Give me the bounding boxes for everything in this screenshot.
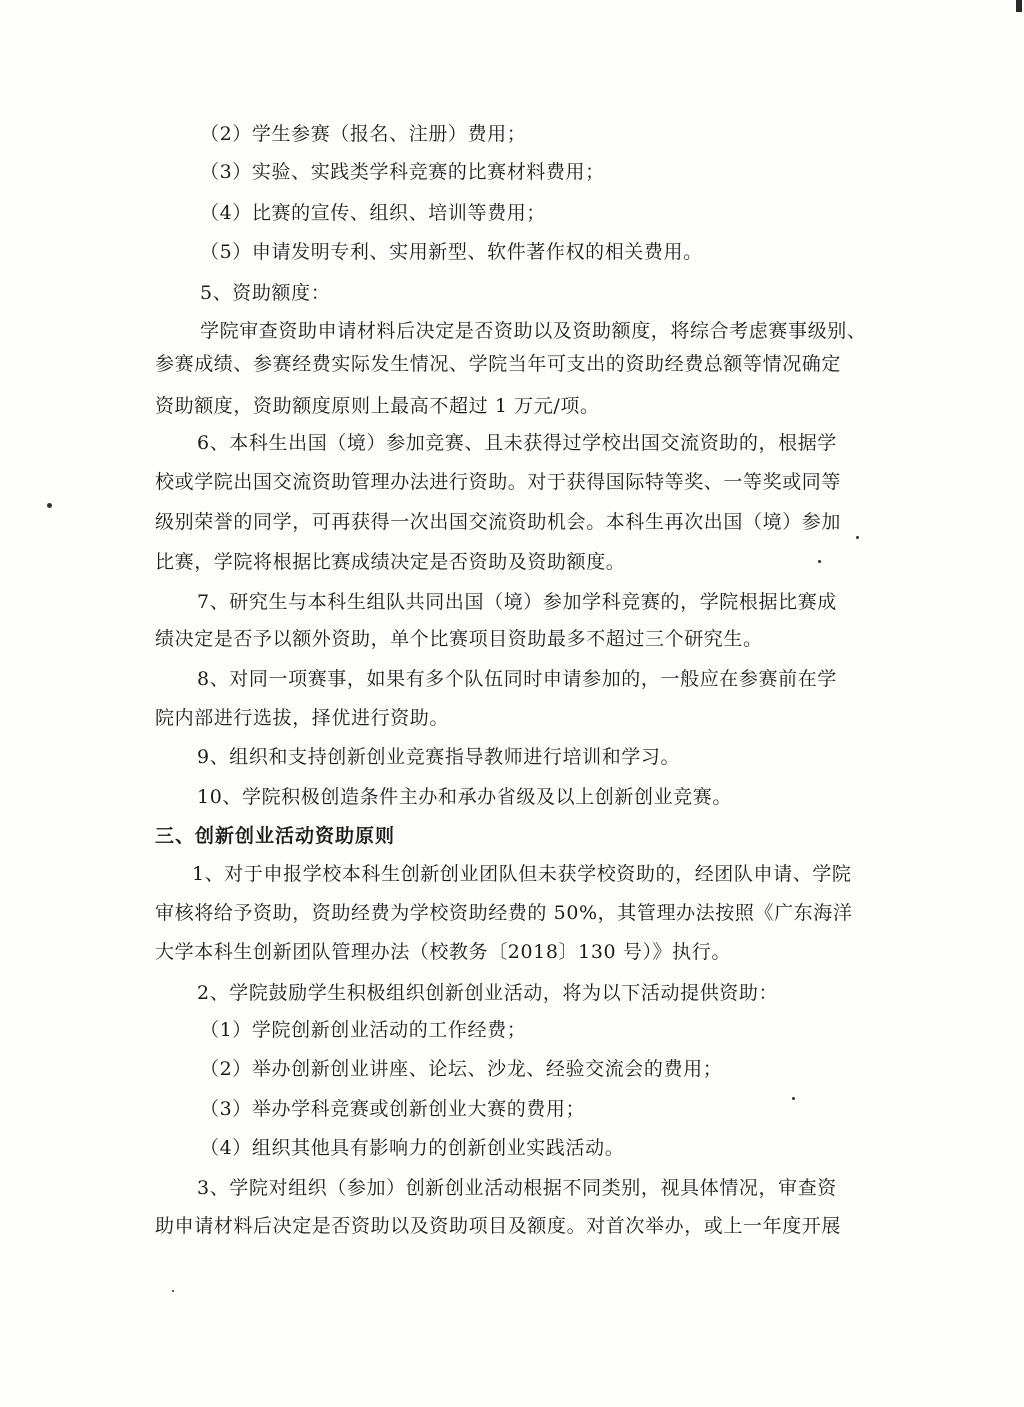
scan-edge-mark: [1016, 0, 1022, 12]
text-line: 8、对同一项赛事，如果有多个队伍同时申请参加的，一般应在参赛前在学: [197, 668, 837, 690]
text-line: 5、资助额度：: [200, 282, 331, 304]
text-line: 校或学院出国交流资助管理办法进行资助。对于获得国际特等奖、一等奖或同等: [155, 471, 842, 493]
text-line: 1、对于申报学校本科生创新创业团队但未获学校资助的，经团队申请、学院: [192, 863, 852, 885]
text-line: 绩决定是否予以额外资助，单个比赛项目资助最多不超过三个研究生。: [155, 628, 763, 650]
text-line: 9、组织和支持创新创业竞赛指导教师进行培训和学习。: [197, 746, 681, 768]
text-line: （4）比赛的宣传、组织、培训等费用；: [200, 202, 546, 224]
text-line: 10、学院积极创造条件主办和承办省级及以上创新创业竞赛。: [197, 786, 732, 808]
text-line: 院内部进行选拔，择优进行资助。: [155, 707, 450, 729]
text-line: 学院审查资助申请材料后决定是否资助以及资助额度，将综合考虑赛事级别、: [200, 320, 867, 342]
section-heading: 三、创新创业活动资助原则: [155, 825, 396, 847]
text-line: 助申请材料后决定是否资助以及资助项目及额度。对首次举办，或上一年度开展: [155, 1215, 842, 1237]
scan-speck: [172, 1290, 174, 1292]
text-line: 6、本科生出国（境）参加竞赛、且未获得过学校出国交流资助的，根据学: [197, 432, 837, 454]
text-line: （3）举办学科竞赛或创新创业大赛的费用；: [200, 1098, 586, 1120]
text-line: （4）组织其他具有影响力的创新创业实践活动。: [200, 1137, 625, 1159]
text-line: 2、学院鼓励学生积极组织创新创业活动，将为以下活动提供资助：: [197, 982, 779, 1004]
text-line: 参赛成绩、参赛经费实际发生情况、学院当年可支出的资助经费总额等情况确定: [155, 353, 842, 375]
scan-speck: [792, 1097, 795, 1100]
text-line: 3、学院对组织（参加）创新创业活动根据不同类别，视具体情况，审查资: [197, 1177, 837, 1199]
text-line: 资助额度，资助额度原则上最高不超过 1 万元/项。: [155, 395, 600, 417]
text-line: 7、研究生与本科生组队共同出国（境）参加学科竞赛的，学院根据比赛成: [197, 591, 837, 613]
text-line: 级别荣誉的同学，可再获得一次出国交流资助机会。本科生再次出国（境）参加: [155, 511, 842, 533]
text-line: （1）学院创新创业活动的工作经费；: [200, 1019, 527, 1041]
text-line: 比赛，学院将根据比赛成绩决定是否资助及资助额度。: [155, 551, 626, 573]
text-line: （5）申请发明专利、实用新型、软件著作权的相关费用。: [200, 241, 703, 263]
text-line: （3）实验、实践类学科竞赛的比赛材料费用；: [200, 161, 605, 183]
text-line: 审核将给予资助，资助经费为学校资助经费的 50%，其管理办法按照《广东海洋: [155, 902, 853, 924]
text-line: （2）举办创新创业讲座、论坛、沙龙、经验交流会的费用；: [200, 1058, 723, 1080]
scan-speck: [818, 560, 821, 563]
scan-speck: [47, 503, 52, 508]
text-line: 大学本科生创新团队管理办法（校教务〔2018〕130 号）》执行。: [155, 941, 731, 963]
scan-speck: [856, 536, 859, 539]
text-line: （2）学生参赛（报名、注册）费用；: [200, 123, 527, 145]
